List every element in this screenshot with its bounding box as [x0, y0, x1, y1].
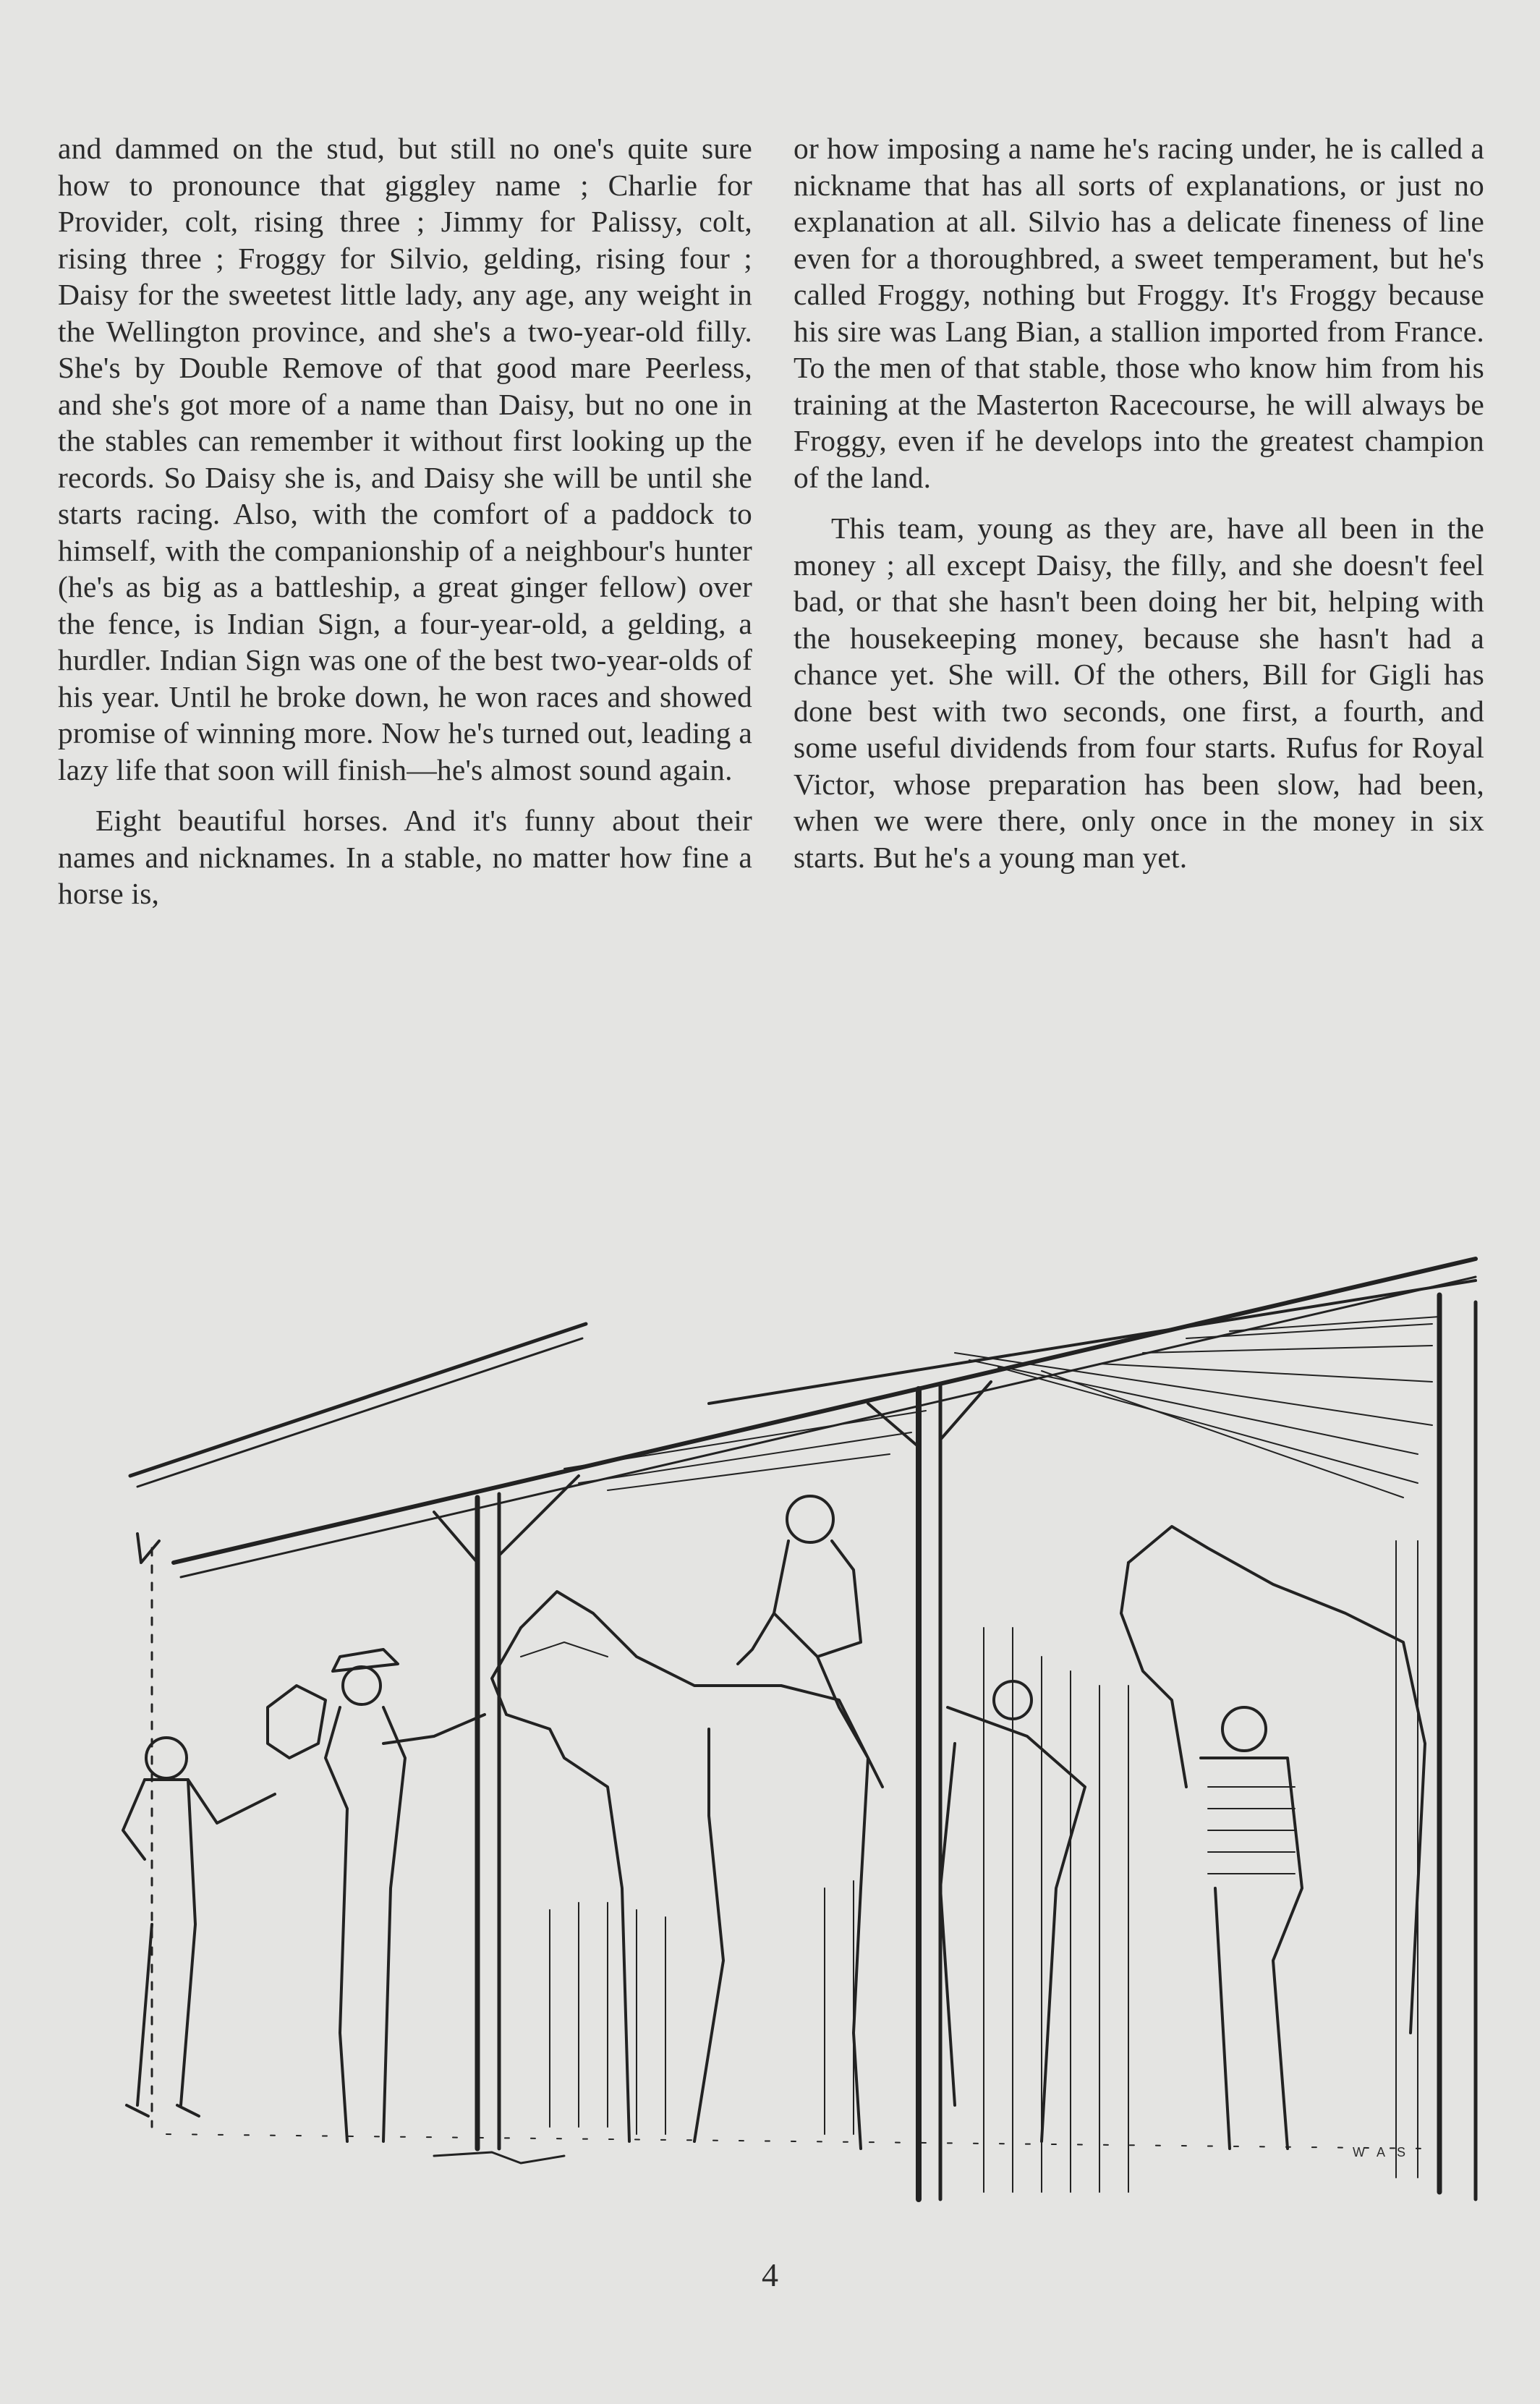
paragraph: and dammed on the stud, but still no one's quite sure how to pronounce that giggley name ; Charlie for Provider, colt, rising three ; Jimmy for Palissy, colt, rising three ; Froggy for Silvio, gelding, rising four ; Daisy for the sweetest little lady, any age, any weight in the Wellington province, and she's a two-year-old filly. She's by Double Remove of that good mare Peerless, and she's got more of a name than Daisy, but no one in the stables can remember it without first looking up the records. So Daisy she is, and Daisy she will be until she starts racing. Also, with the comfort of a paddock to himself, with the companionship of a neighbour's hunter (he's as big as a battleship, a great ginger fellow) over the fence, is Indian Sign, a four-year-old, a gelding, a hurdler. Indian Sign was one of the best two-year-olds of his year. Until he broke down, he won races and showed promise of winning more. Now he's turned out, leading a lazy life that soon will finish—he's almost sound again. — [58, 132, 752, 786]
paragraph: This team, young as they are, have all been in the money ; all except Daisy, the filly, and she doesn't feel bad, or that she hasn't been doing her bit, helping with the housekeeping money, because she hasn't had a chance yet. She will. Of the others, Bill for Gigli has done best with two seconds, one first, a fourth, and some useful dividends from four starts. Rufus for Royal Victor, whose preparation has been slow, had been, when we were there, only once in the money in six starts. But he's a young man yet. — [794, 511, 1484, 874]
page-number: 4 — [762, 2256, 778, 2293]
paragraph: or how imposing a name he's racing under, he is called a nickname that has all sorts of explanations, or just no explanation at all. Silvio has a delicate fineness of line even for a thoroughbred, a sweet temperament, but he's called Froggy, nothing but Froggy. It's Froggy because his sire was Lang Bian, a stallion imported from France. To the men of that stable, those who know him from his training at the Masterton Racecourse, he will always be Froggy, even if he develops into the greatest champion of the land. — [794, 132, 1484, 494]
stable-sketch-illustration — [58, 1237, 1505, 2210]
paragraph: Eight beautiful horses. And it's funny about their names and nicknames. In a stable, no matter how fine a horse is, — [58, 804, 752, 910]
right-text-column — [794, 130, 1484, 890]
artist-signature: W A S — [1353, 2145, 1411, 2159]
left-text-column — [58, 130, 752, 927]
